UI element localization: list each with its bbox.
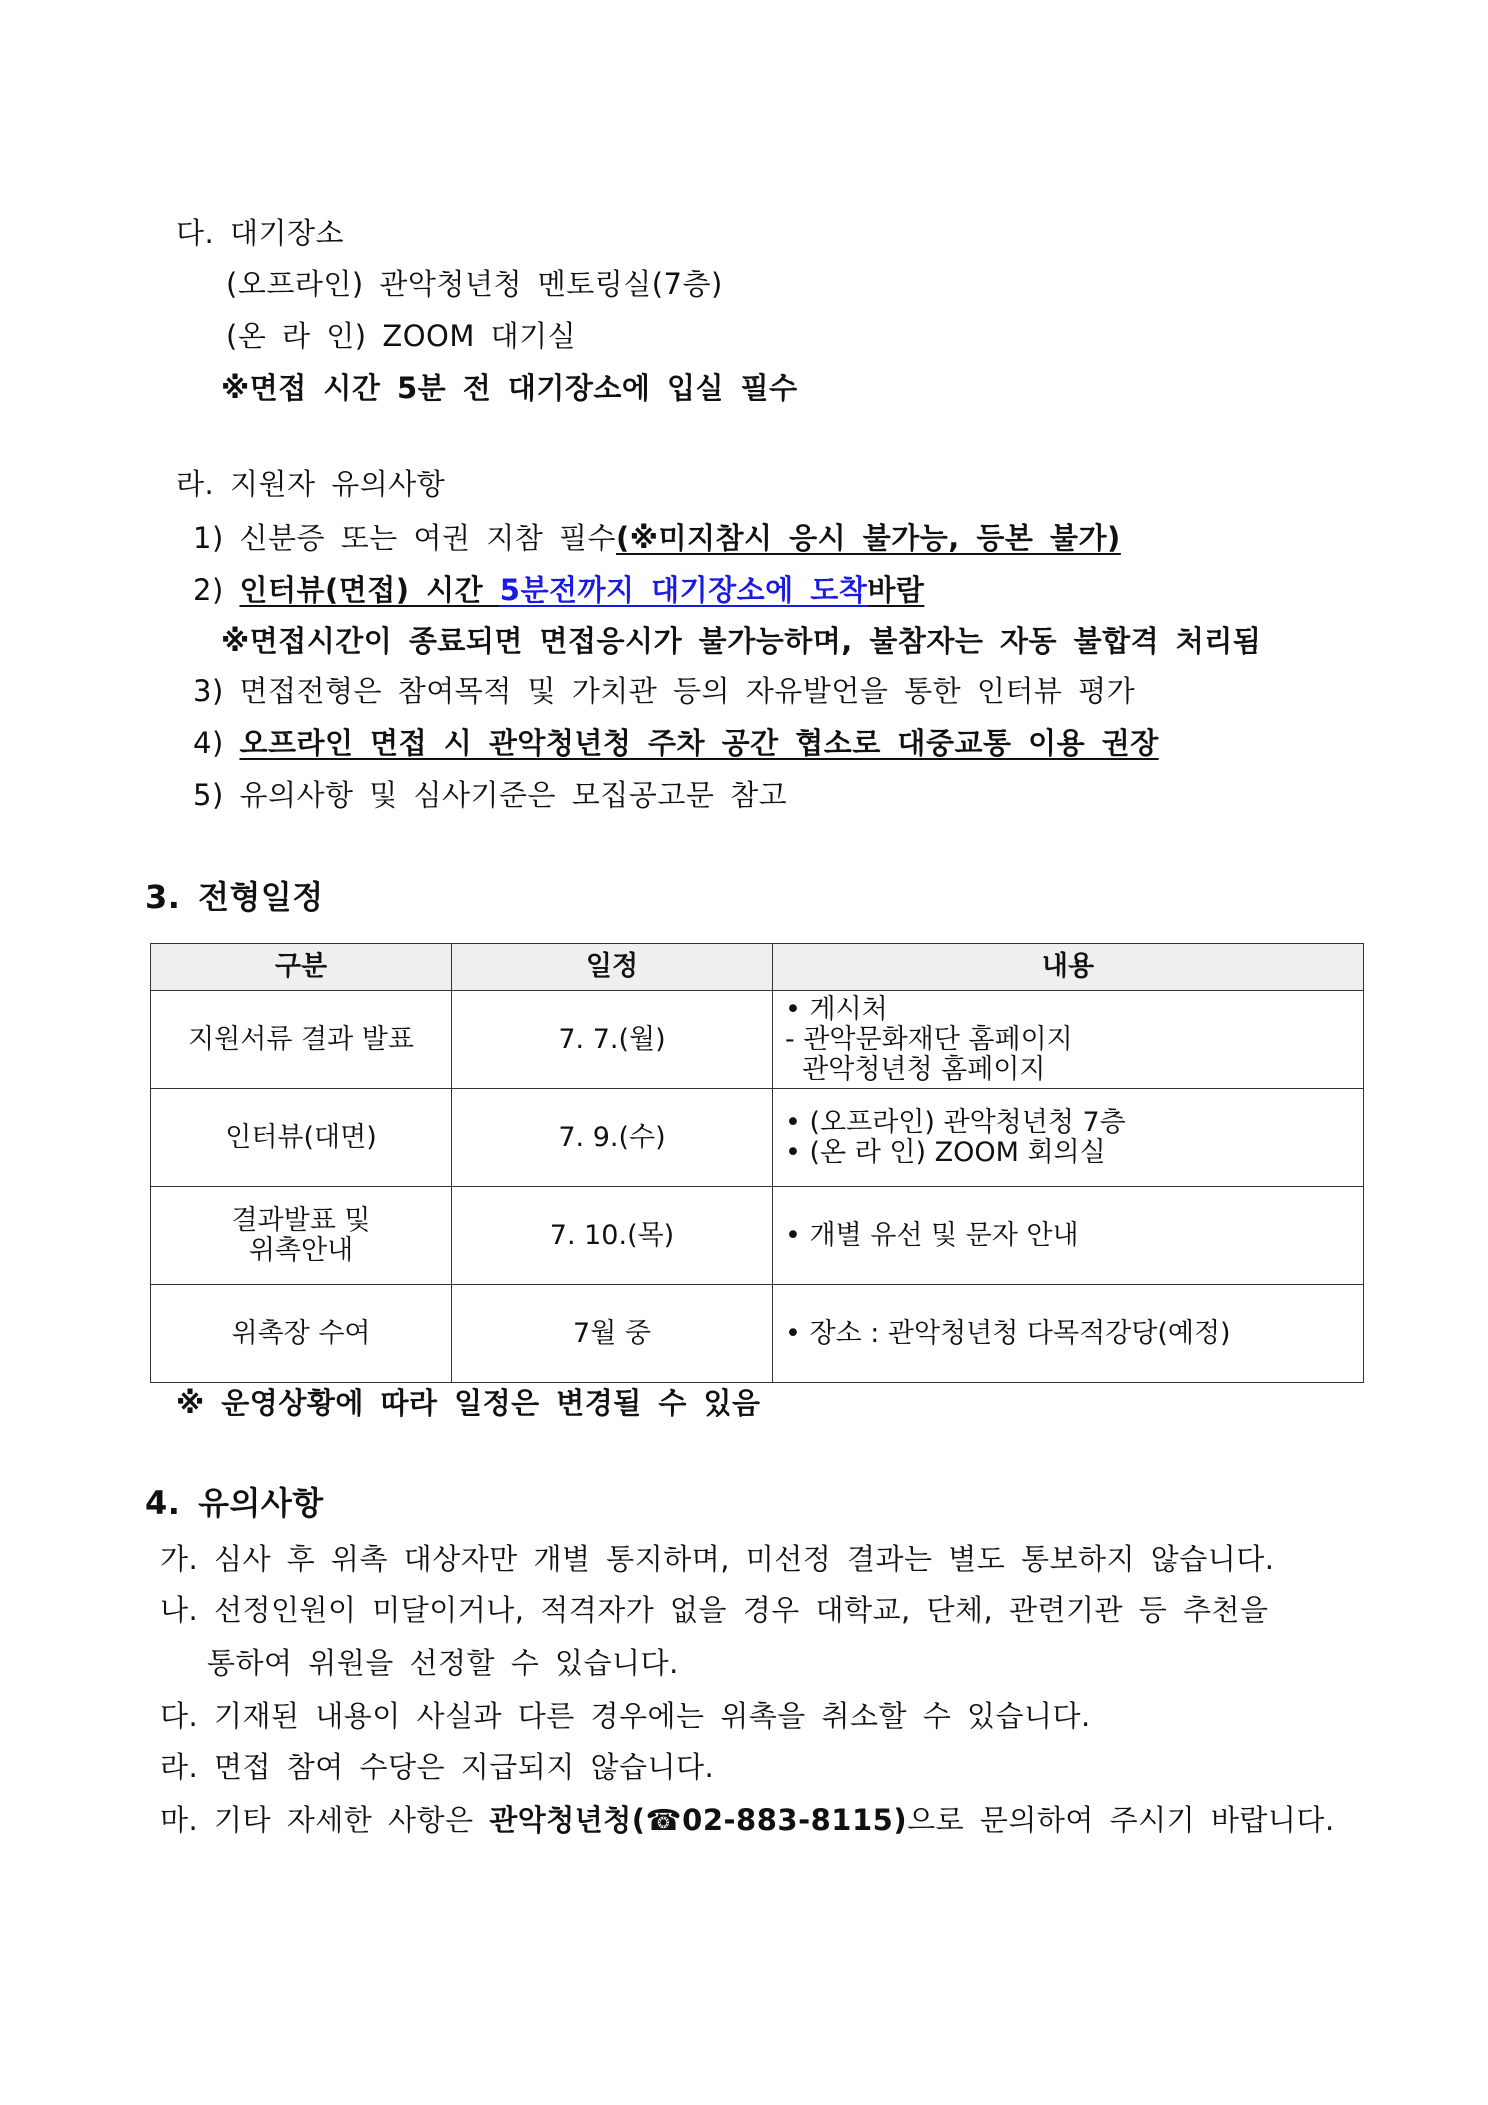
notice-item-2-number: 2) — [193, 573, 240, 607]
category-line: 위촉안내 — [248, 1234, 354, 1266]
notice-item-1 — [193, 518, 1121, 558]
note-b-line2: 통하여 위원을 선정할 수 있습니다. — [207, 1646, 679, 1680]
content-line: • 게시처 — [785, 993, 888, 1025]
row-date: 7. 9.(수) — [452, 1089, 773, 1187]
row-category: 위촉장 수여 — [151, 1285, 452, 1383]
notice-item-4 — [193, 723, 1159, 763]
notice-item-2-tail: 바람 — [867, 573, 925, 607]
notice-item-2-emphasis: 인터뷰(면접) 시간 — [239, 573, 500, 607]
note-b-line1: 나. 선정인원이 미달이거나, 적격자가 없을 경우 대학교, 단체, 관련기관 등 추천을 — [160, 1593, 1269, 1627]
notice-item-3: 3) 면접전형은 참여목적 및 가치관 등의 자유발언을 통한 인터뷰 평가 — [193, 674, 1136, 708]
notice-item-4-number: 4) — [193, 726, 240, 760]
table-row — [151, 1285, 1364, 1383]
content-line: - 관악문화재단 홈페이지 — [785, 1023, 1073, 1055]
note-e — [160, 1800, 1335, 1840]
table-header-row — [151, 944, 1364, 991]
note-c: 다. 기재된 내용이 사실과 다른 경우에는 위촉을 취소할 수 있습니다. — [160, 1699, 1091, 1733]
notice-item-2-blue: 5분전까지 대기장소에 도착 — [499, 573, 868, 607]
notice-item-2 — [193, 570, 924, 610]
section-c-title: 다. 대기장소 — [176, 216, 345, 250]
note-a: 가. 심사 후 위촉 대상자만 개별 통지하며, 미선정 결과는 별도 통보하지 않습니다. — [160, 1542, 1275, 1576]
row-content — [773, 1089, 1364, 1187]
row-content — [773, 991, 1364, 1089]
category-line: 결과발표 및 — [231, 1204, 371, 1236]
content-line: • 개별 유선 및 문자 안내 — [785, 1219, 1079, 1251]
notice-item-1-emphasis: (※미지참시 응시 불가능, 등본 불가) — [616, 521, 1121, 555]
row-category: 인터뷰(대면) — [151, 1089, 452, 1187]
notice-item-2-note: ※면접시간이 종료되면 면접응시가 불가능하며, 불참자는 자동 불합격 처리됨 — [221, 624, 1262, 658]
row-category: 지원서류 결과 발표 — [151, 991, 452, 1089]
row-date: 7월 중 — [452, 1285, 773, 1383]
note-d: 라. 면접 참여 수당은 지급되지 않습니다. — [160, 1750, 715, 1784]
notice-item-4-emphasis: 오프라인 면접 시 관악청년청 주차 공간 협소로 대중교통 이용 권장 — [239, 726, 1159, 760]
row-date: 7. 10.(목) — [452, 1187, 773, 1285]
waiting-room-offline: (오프라인) 관악청년청 멘토링실(7층) — [226, 267, 723, 301]
row-category — [151, 1187, 452, 1285]
table-row — [151, 1089, 1364, 1187]
schedule-table — [150, 943, 1364, 1383]
notes-heading: 4. 유의사항 — [145, 1484, 324, 1522]
notice-item-1-text: 1) 신분증 또는 여권 지참 필수 — [193, 521, 617, 555]
content-line: • 장소 : 관악청년청 다목적강당(예정) — [785, 1317, 1231, 1349]
notice-item-5: 5) 유의사항 및 심사기준은 모집공고문 참고 — [193, 778, 788, 812]
contact-phone: 관악청년청(☎02-883-8115) — [489, 1803, 908, 1837]
table-row — [151, 1187, 1364, 1285]
table-row — [151, 991, 1364, 1089]
section-d-title: 라. 지원자 유의사항 — [176, 467, 446, 501]
content-line: • (오프라인) 관악청년청 7층 — [785, 1106, 1126, 1138]
content-line: 관악청년청 홈페이지 — [785, 1053, 1046, 1085]
schedule-heading: 3. 전형일정 — [145, 878, 324, 916]
header-date: 일정 — [452, 944, 773, 991]
row-content — [773, 1285, 1364, 1383]
header-content: 내용 — [773, 944, 1364, 991]
note-e-tail: 으로 문의하여 주시기 바랍니다. — [907, 1803, 1335, 1837]
header-category: 구분 — [151, 944, 452, 991]
row-content — [773, 1187, 1364, 1285]
waiting-room-online: (온 라 인) ZOOM 대기실 — [226, 319, 577, 353]
waiting-room-note: ※면접 시간 5분 전 대기장소에 입실 필수 — [221, 371, 798, 405]
note-e-text: 마. 기타 자세한 사항은 — [160, 1803, 490, 1837]
row-date: 7. 7.(월) — [452, 991, 773, 1089]
schedule-note: ※ 운영상황에 따라 일정은 변경될 수 있음 — [176, 1386, 761, 1420]
content-line: • (온 라 인) ZOOM 회의실 — [785, 1136, 1106, 1168]
